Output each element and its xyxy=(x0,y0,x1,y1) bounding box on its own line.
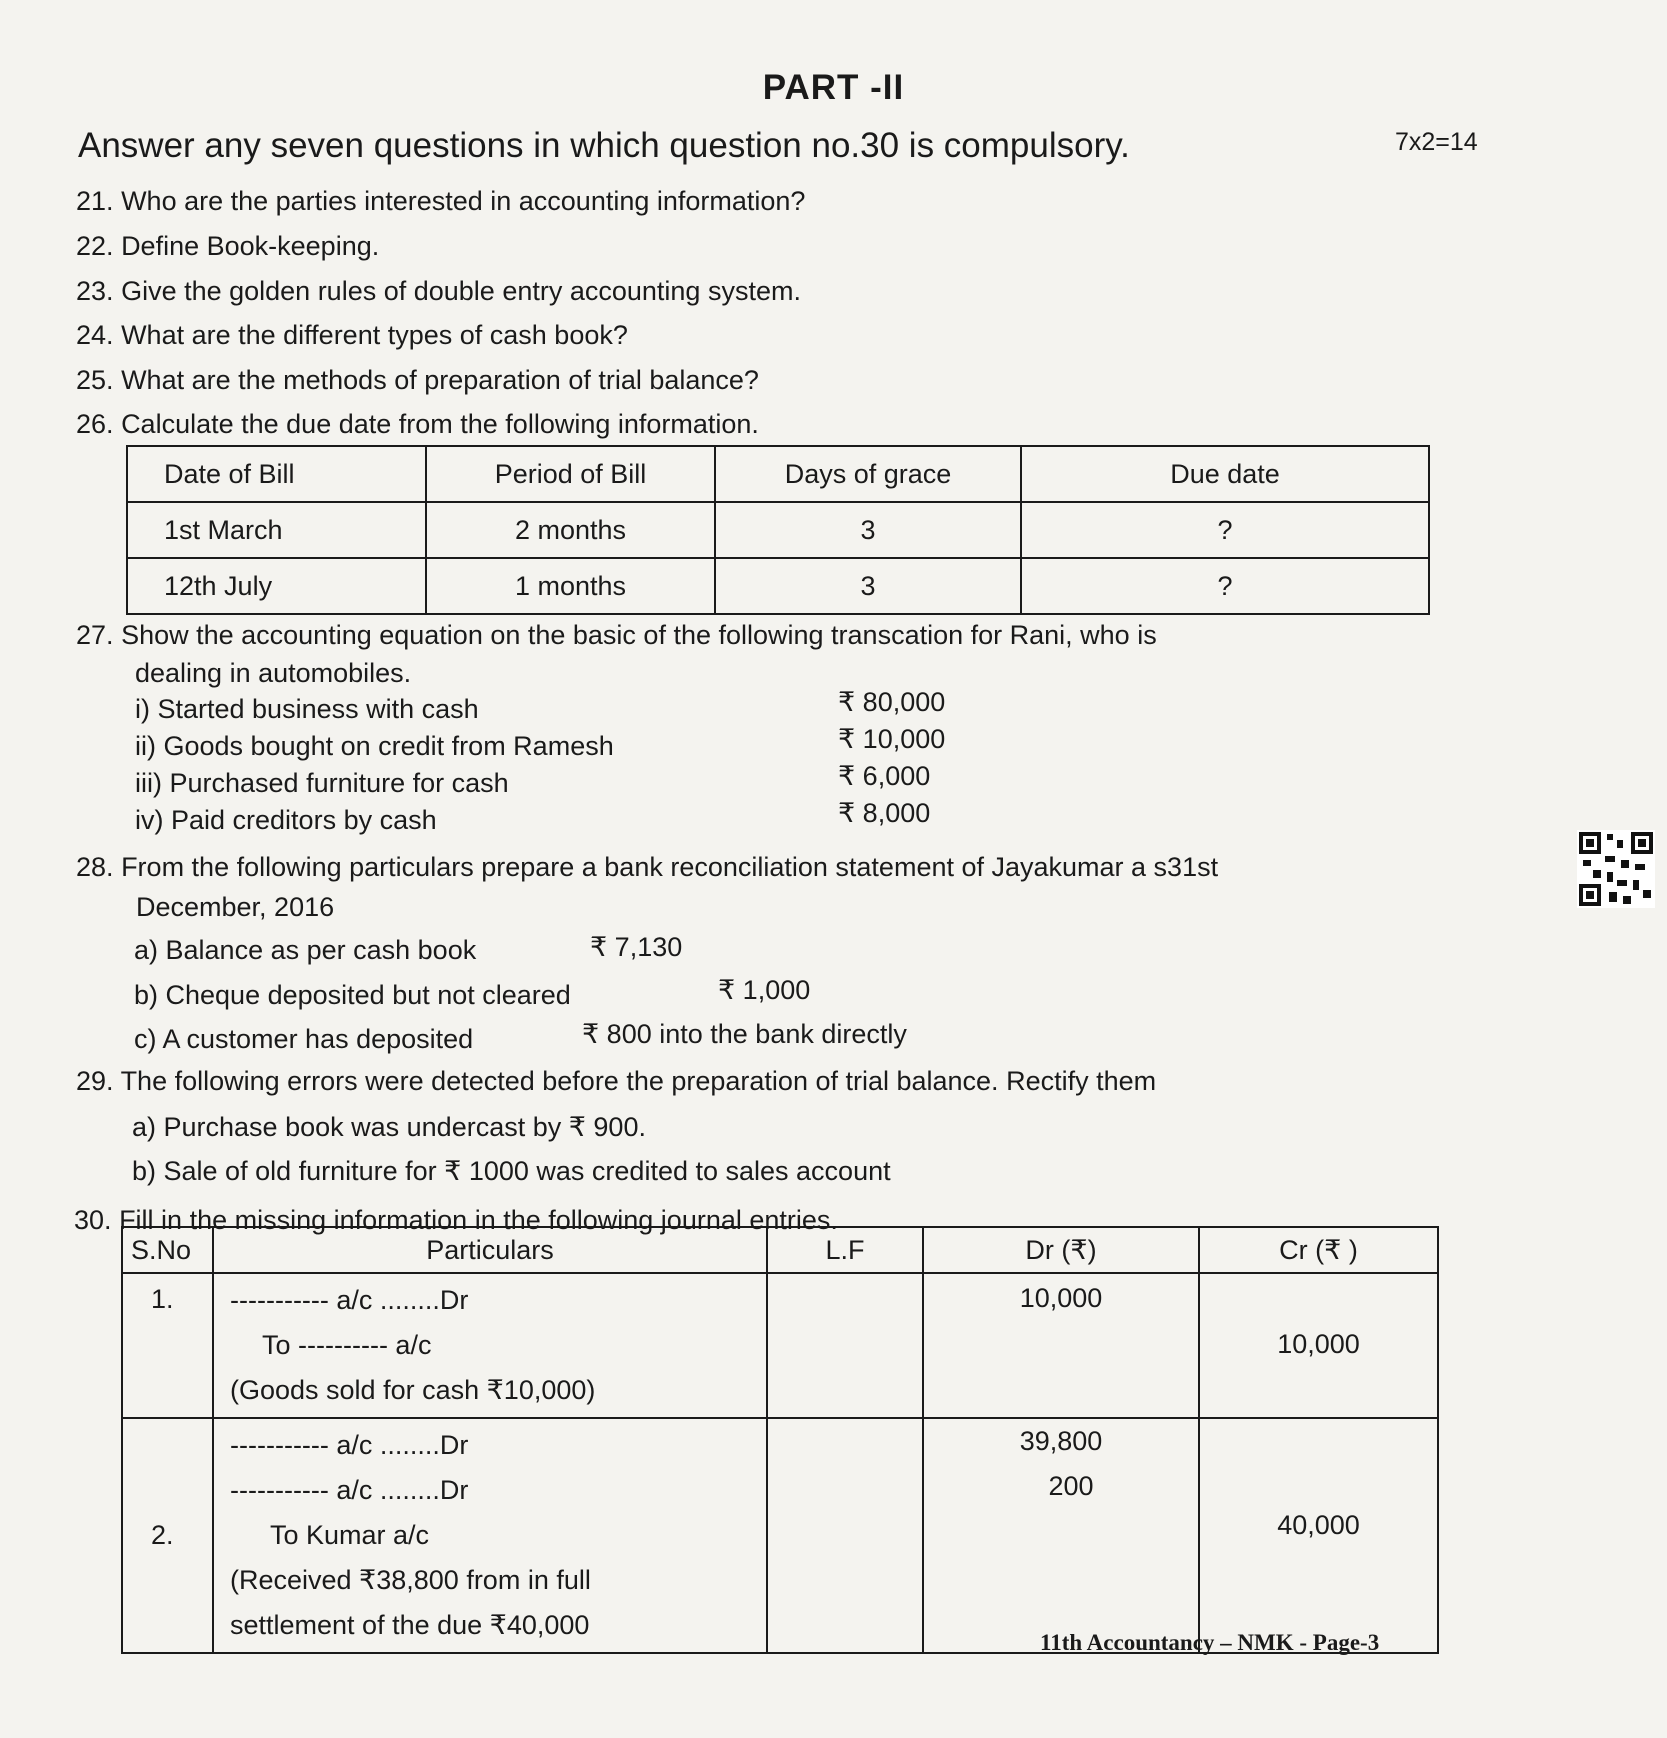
q27-amount-2: ₹ 10,000 xyxy=(838,724,946,754)
entry-1-cr: 10,000 xyxy=(1199,1273,1438,1418)
q28-item-3: c) A customer has deposited xyxy=(134,1024,474,1054)
question-24: 24. What are the different types of cash book? xyxy=(76,320,628,350)
entry-1-particulars xyxy=(213,1273,767,1418)
journal-table xyxy=(121,1226,1439,1654)
header-cell: Due date xyxy=(1021,446,1429,502)
header-cell: S.No xyxy=(122,1227,213,1273)
table-row xyxy=(127,558,1429,614)
table-cell: 3 xyxy=(715,502,1021,558)
particulars-line: (Received ₹38,800 from in full xyxy=(230,1565,591,1595)
entry-1-lf xyxy=(767,1273,923,1418)
q29-item-b: b) Sale of old furniture for ₹ 1000 was credited to sales account xyxy=(132,1156,891,1186)
header-cell: Period of Bill xyxy=(426,446,715,502)
q27-item-3: iii) Purchased furniture for cash xyxy=(135,768,509,798)
q27-item-1: i) Started business with cash xyxy=(135,694,479,724)
table-cell: 3 xyxy=(715,558,1021,614)
question-23: 23. Give the golden rules of double entry accounting system. xyxy=(76,276,801,306)
q27-item-2: ii) Goods bought on credit from Ramesh xyxy=(135,731,614,761)
instruction: Answer any seven questions in which question no.30 is compulsory. xyxy=(78,126,1130,165)
header-cell: Days of grace xyxy=(715,446,1021,502)
entry-1-dr: 10,000 xyxy=(923,1273,1199,1418)
table-cell: ? xyxy=(1021,502,1429,558)
question-25: 25. What are the methods of preparation of trial balance? xyxy=(76,365,759,395)
question-28: 28. From the following particulars prepare a bank reconciliation statement of Jayakumar a s31st xyxy=(76,852,1219,882)
entry-2-cr: 40,000 xyxy=(1199,1418,1438,1653)
entry-2-sno: 2. xyxy=(122,1418,213,1653)
question-29: 29. The following errors were detected before the preparation of trial balance. Rectify them xyxy=(76,1066,1157,1096)
header-cell: Particulars xyxy=(213,1227,767,1273)
particulars-line: (Goods sold for cash ₹10,000) xyxy=(230,1375,596,1405)
header-cell: Dr (₹) xyxy=(923,1227,1199,1273)
page-footer: 11th Accountancy – NMK - Page-3 xyxy=(1040,1630,1380,1655)
entry-2-particulars xyxy=(213,1418,767,1653)
particulars-line: ----------- a/c ........Dr xyxy=(230,1475,469,1505)
question-30: 30. Fill in the missing information in the following journal entries. xyxy=(74,1205,838,1235)
table-cell: ? xyxy=(1021,558,1429,614)
header-cell: L.F xyxy=(767,1227,923,1273)
table-header-row xyxy=(122,1227,1438,1273)
particulars-line: settlement of the due ₹40,000 xyxy=(230,1610,590,1640)
particulars-line: ----------- a/c ........Dr xyxy=(230,1285,469,1315)
table-row xyxy=(122,1418,1438,1653)
marks: 7x2=14 xyxy=(1395,128,1478,156)
table-row xyxy=(127,502,1429,558)
particulars-line: ----------- a/c ........Dr xyxy=(230,1430,469,1460)
question-27-line2: dealing in automobiles. xyxy=(135,658,412,688)
table-cell: 1 months xyxy=(426,558,715,614)
q27-amount-4: ₹ 8,000 xyxy=(838,798,931,828)
table-row xyxy=(122,1273,1438,1418)
entry-1-sno: 1. xyxy=(122,1273,213,1418)
header-cell: Cr (₹ ) xyxy=(1199,1227,1438,1273)
header-cell: Date of Bill xyxy=(127,446,426,502)
entry-2-lf xyxy=(767,1418,923,1653)
table-cell: 1st March xyxy=(127,502,426,558)
part-title: PART -II xyxy=(762,68,905,107)
question-21: 21. Who are the parties interested in accounting information? xyxy=(76,186,806,216)
qr-code-icon xyxy=(1577,830,1655,908)
entry-2-dr: 39,800 200 xyxy=(923,1418,1199,1653)
q29-item-a: a) Purchase book was undercast by ₹ 900. xyxy=(132,1112,646,1142)
q27-amount-1: ₹ 80,000 xyxy=(838,687,946,717)
q28-amount-2: ₹ 1,000 xyxy=(718,975,811,1005)
table-header-row xyxy=(127,446,1429,502)
question-22: 22. Define Book-keeping. xyxy=(76,231,380,261)
table-cell: 12th July xyxy=(127,558,426,614)
q27-amount-3: ₹ 6,000 xyxy=(838,761,931,791)
q28-item-2: b) Cheque deposited but not cleared xyxy=(134,980,571,1010)
particulars-line: To ---------- a/c xyxy=(262,1330,432,1360)
q28-amount-1: ₹ 7,130 xyxy=(590,932,683,962)
particulars-line: To Kumar a/c xyxy=(270,1520,430,1550)
q28-item-1: a) Balance as per cash book xyxy=(134,935,477,965)
due-date-table xyxy=(126,445,1430,615)
question-27: 27. Show the accounting equation on the basic of the following transcation for Rani, who is xyxy=(76,620,1157,650)
q27-item-4: iv) Paid creditors by cash xyxy=(135,805,437,835)
table-cell: 2 months xyxy=(426,502,715,558)
question-28-line2: December, 2016 xyxy=(136,892,335,922)
q28-amount-3: ₹ 800 into the bank directly xyxy=(582,1019,907,1049)
question-26: 26. Calculate the due date from the following information. xyxy=(76,409,759,439)
